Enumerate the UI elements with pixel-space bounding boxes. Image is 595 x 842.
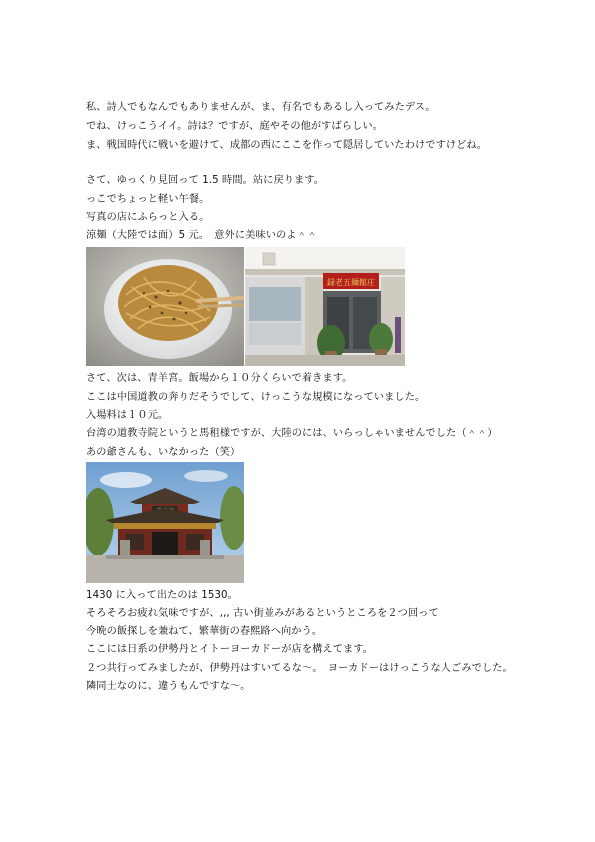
text-line: 台湾の道教寺院というと馬租様ですが、大陸のには、いらっしゃいませんでした（＾＾） <box>86 428 498 439</box>
restaurant-photo <box>245 247 405 366</box>
text-line: 私、詩人でもなんでもありませんが、ま、有名でもあるし入ってみたデス。 <box>86 102 436 113</box>
text-line: ま、戦国時代に戦いを避けて、成都の西にここを作って隠居していたわけですけどね。 <box>86 140 488 151</box>
text-line: 写真の店にふらっと入る。 <box>86 212 210 223</box>
text-line: そろそろお疲れ気味ですが、,,, 古い街並みがあるというところを２つ回って <box>86 608 439 619</box>
text-line: あの爺さんも、いなかった（笑） <box>86 447 241 458</box>
text-line: ここは中国道教の奔りだそうでして、けっこうな規模になっていました。 <box>86 392 426 403</box>
text-line: さて、ゆっくり見回って 1.5 時間。站に戻ります。 <box>86 175 325 186</box>
noodles-photo <box>86 247 244 366</box>
text-line: っこでちょっと軽い午餐。 <box>86 194 210 205</box>
text-line: 今晩の飯探しを兼ねて、繁華街の春熙路へ向かう。 <box>86 626 323 637</box>
temple-photo <box>86 462 244 583</box>
text-line: さて、次は、青羊宮。飯場から１０分くらいで着きます。 <box>86 373 353 384</box>
text-line: 涼麺（大陸では面）5 元。 意外に美味いのよ＾＾ <box>86 230 318 241</box>
text-line: ここには日系の伊勢丹とイトーヨーカドーが店を構えてます。 <box>86 644 374 655</box>
text-line: 入場料は１０元。 <box>86 410 169 421</box>
shop-sign: 録老五麺館庄 <box>327 278 375 287</box>
text-line: 隣同士なのに、違うもんですな〜。 <box>86 681 251 692</box>
text-line: でね、けっこうイイ。詩は？ですが、庭やその他がすばらしい。 <box>86 121 383 132</box>
text-line: ２つ共行ってみましたが、伊勢丹はすいてるな〜。 ヨーカドーはけっこうな人ごみでした。 <box>86 663 513 674</box>
text-line: 1430 に入って出たのは 1530。 <box>86 590 238 601</box>
